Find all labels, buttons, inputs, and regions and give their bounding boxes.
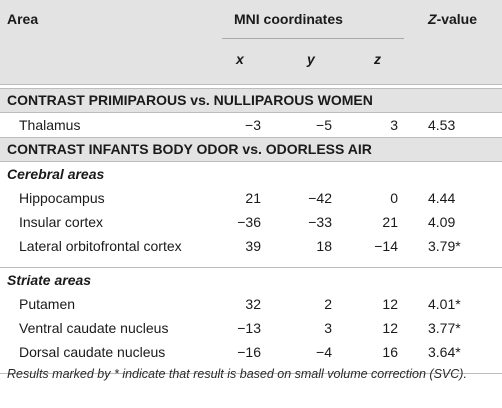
section-spacer [0,258,502,267]
row-x: −36 [237,214,261,230]
section-contrast-body-odor: CONTRAST INFANTS BODY ODOR vs. ODORLESS AIR [0,137,502,162]
row-zvalue: 4.44 [428,190,456,206]
row-x: 32 [245,296,261,312]
header-z: z [374,51,381,67]
header-z-letter: Z [428,11,437,27]
row-area: Ventral caudate nucleus [19,320,169,336]
subheading-cerebral-areas: Cerebral areas [7,166,105,182]
table-row [0,340,502,364]
mni-divider [222,38,404,39]
table-header [0,0,502,85]
row-zvalue: 4.53 [428,117,456,133]
section-contrast-primiparous: CONTRAST PRIMIPAROUS vs. NULLIPAROUS WOMEN [0,88,502,113]
row-z: 12 [382,320,398,336]
header-mni-coordinates: MNI coordinates [234,11,343,27]
table-row [0,292,502,316]
row-z: 16 [382,344,398,360]
row-y: −4 [316,344,332,360]
row-x: −13 [237,320,261,336]
row-y: −33 [308,214,332,230]
table-row [0,186,502,210]
row-x: 39 [245,238,261,254]
row-zvalue: 3.64* [428,344,461,360]
row-z: 21 [382,214,398,230]
row-area: Lateral orbitofrontal cortex [19,238,182,254]
table-row [0,316,502,340]
table-row [0,113,502,137]
header-x: x [236,51,244,67]
row-area: Putamen [19,296,76,312]
row-zvalue: 3.79* [428,238,461,254]
row-y: 3 [324,320,332,336]
row-area: Insular cortex [19,214,104,230]
row-z: 12 [382,296,398,312]
subheading-striate-areas: Striate areas [7,272,92,288]
row-z: 3 [390,117,398,133]
table-row [0,234,502,258]
row-area: Dorsal caudate nucleus [19,344,166,360]
row-y: −42 [308,190,332,206]
row-zvalue: 4.01* [428,296,461,312]
row-z: −14 [374,238,398,254]
row-z: 0 [390,190,398,206]
row-y: 18 [316,238,332,254]
row-y: −5 [316,117,332,133]
row-zvalue: 3.77* [428,320,461,336]
header-z-value [428,11,477,27]
header-y: y [307,51,315,67]
header-z-suffix: -value [436,11,478,27]
row-x: −3 [245,117,261,133]
row-y: 2 [324,296,332,312]
table-footnote: Results marked by * indicate that result is based on small volume correction (SVC). [7,367,467,381]
header-area: Area [7,11,39,27]
row-area: Thalamus [19,117,81,133]
row-x: −16 [237,344,261,360]
row-zvalue: 4.09 [428,214,456,230]
row-x: 21 [245,190,261,206]
table-row [0,210,502,234]
row-area: Hippocampus [19,190,105,206]
